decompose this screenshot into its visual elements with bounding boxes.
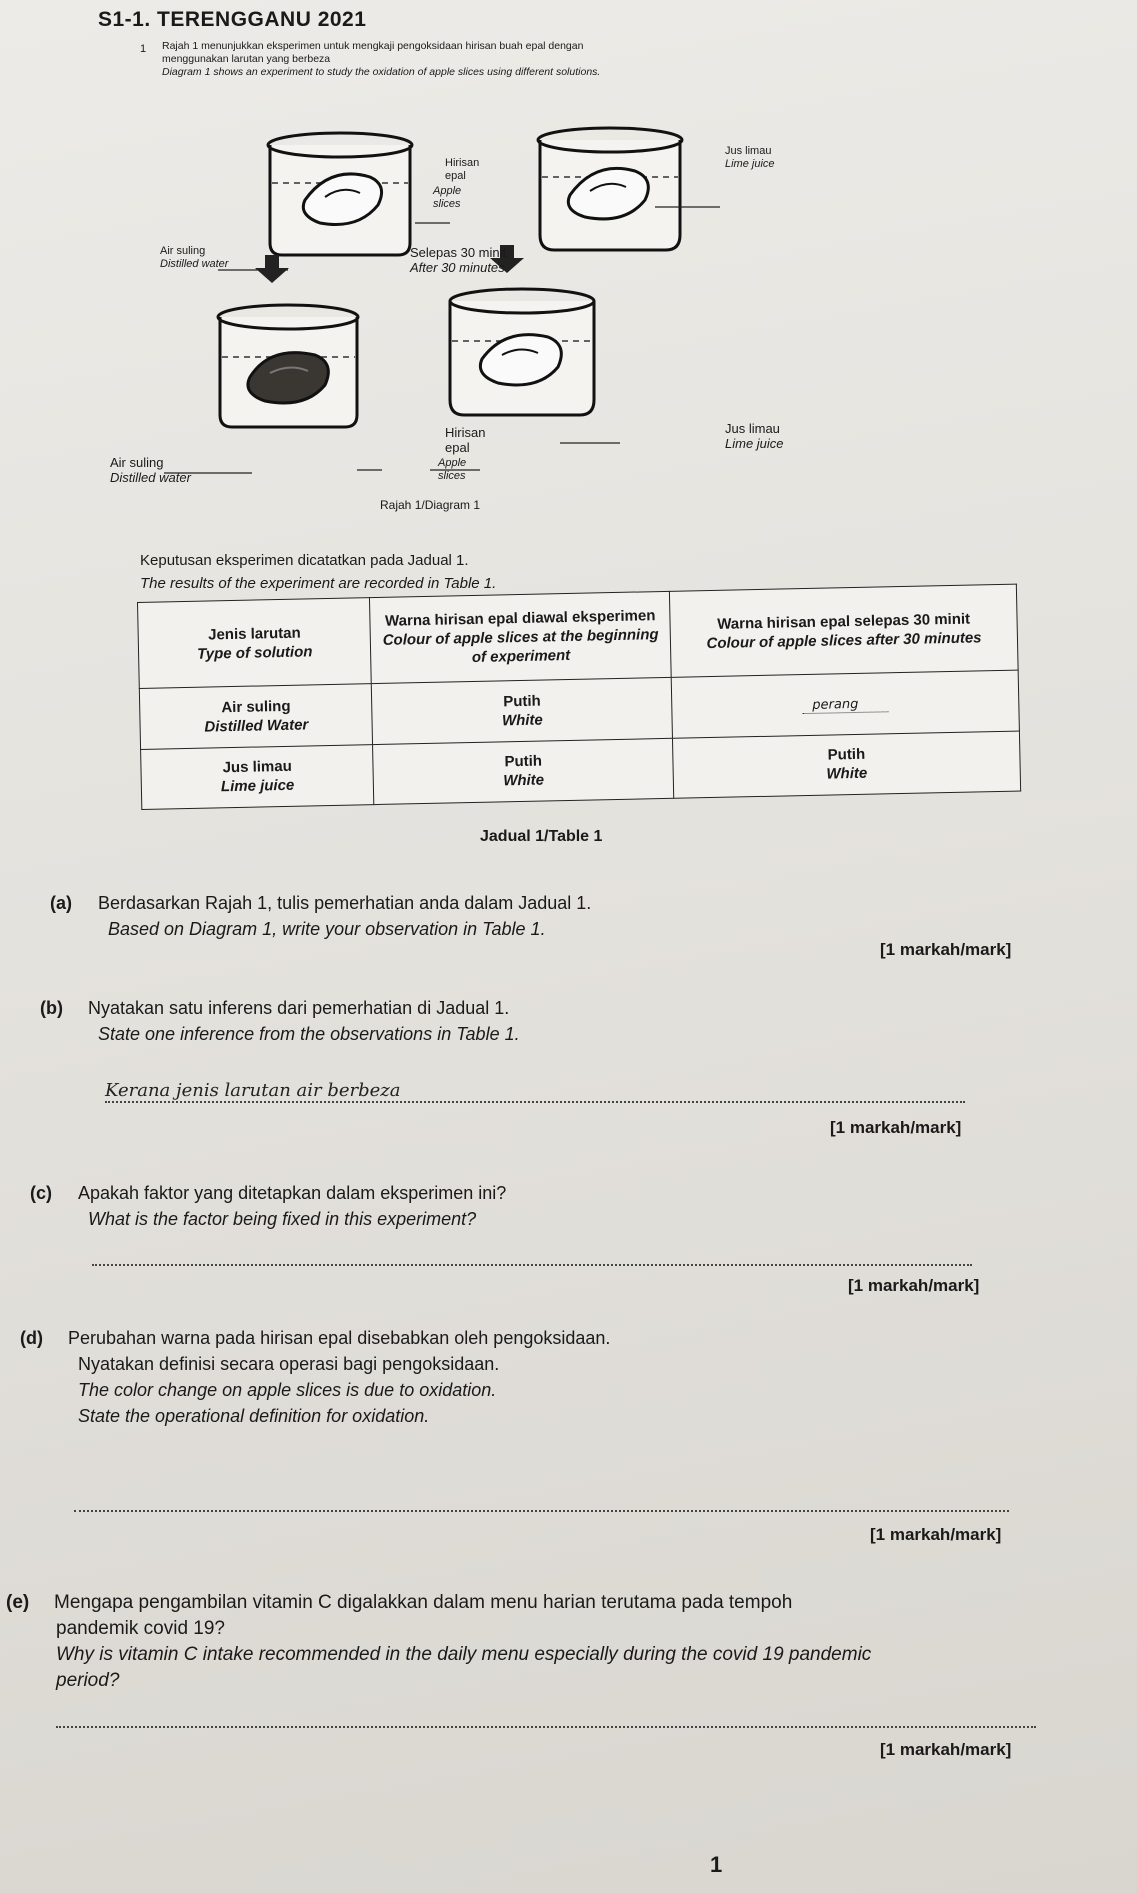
label-air-suling-top: Air suling Distilled water: [160, 245, 229, 270]
beaker-top-left: [268, 133, 412, 255]
label-jus-limau-bottom: Jus limau Lime juice: [725, 421, 784, 451]
header-after-colour: Warna hirisan epal selepas 30 minit Colour of apple slices after 30 minutes: [670, 584, 1019, 677]
mark-e: [1 markah/mark]: [880, 1740, 1012, 1759]
results-text-en: The results of the experiment are recorded in Table 1.: [140, 575, 497, 592]
cell-start-colour: Putih White: [373, 738, 674, 805]
label-jus-limau-top: Jus limau Lime juice: [725, 145, 775, 170]
header-start-colour: Warna hirisan epal diawal eksperimen Colour of apple slices at the beginning of experiment: [370, 591, 671, 683]
intro-en: Diagram 1 shows an experiment to study the oxidation of apple slices using different solutions.: [162, 66, 601, 78]
cell-start-colour: Putih White: [372, 677, 673, 744]
label-air-suling-bottom: Air suling Distilled water: [110, 455, 191, 485]
label-selepas: Selepas 30 minit After 30 minutes: [410, 245, 507, 275]
header-solution: Jenis larutan Type of solution: [138, 598, 372, 689]
label-hirisan-epal-bottom: Hirisan epal: [445, 425, 486, 455]
cell-solution: Jus limau Lime juice: [141, 744, 375, 809]
results-text-ms: Keputusan eksperimen dicatatkan pada Jadual 1.: [140, 552, 469, 569]
beaker-bottom-right: [450, 289, 594, 415]
answer-line-b[interactable]: [105, 1101, 965, 1103]
intro-ms-line1: Rajah 1 menunjukkan eksperimen untuk mengkaji pengoksidaan hirisan buah epal dengan: [162, 40, 584, 52]
question-e: (e) Mengapa pengambilan vitamin C digalakkan dalam menu harian terutama pada tempoh pandemik covid 19? Why is vitamin C intake recommended in the daily menu especially during the covid 19 pandemic period?: [6, 1592, 872, 1691]
experiment-diagram: [110, 105, 840, 525]
exam-header: S1-1. TERENGGANU 2021: [98, 8, 367, 31]
beaker-top-right: [538, 128, 682, 250]
cell-after-colour-answer[interactable]: [671, 670, 1019, 738]
cell-solution: Air suling Distilled Water: [139, 684, 373, 749]
beaker-bottom-left: [218, 305, 358, 427]
intro-ms-line2: menggunakan larutan yang berbeza: [162, 53, 331, 65]
answer-line-d[interactable]: [74, 1510, 1009, 1512]
mark-d: [1 markah/mark]: [870, 1525, 1002, 1544]
table-caption: Jadual 1/Table 1: [480, 828, 603, 845]
question-a: (a) Berdasarkan Rajah 1, tulis pemerhatian anda dalam Jadual 1. Based on Diagram 1, write your observation in Table 1.: [50, 893, 592, 939]
label-hirisan-epal-top: Hirisan epal: [445, 157, 480, 182]
label-apple-slices-bottom: Apple slices: [438, 457, 467, 482]
answer-b-handwritten: Kerana jenis larutan air berbeza: [105, 1080, 401, 1101]
arrow-left: [255, 255, 289, 283]
question-c: (c) Apakah faktor yang ditetapkan dalam eksperimen ini? What is the factor being fixed in this experiment?: [30, 1183, 507, 1229]
answer-line-e[interactable]: [56, 1726, 1036, 1728]
mark-c: [1 markah/mark]: [848, 1276, 980, 1295]
question-b: (b) Nyatakan satu inferens dari pemerhatian di Jadual 1. State one inference from the observations in Table 1.: [40, 998, 520, 1044]
diagram-caption: Rajah 1/Diagram 1: [380, 498, 481, 512]
question-intro: [162, 40, 1062, 79]
question-d: (d) Perubahan warna pada hirisan epal disebabkan oleh pengoksidaan. Nyatakan definisi secara operasi bagi pengoksidaan. The color change on apple slices is due to oxidation. State the operational definition for oxidation.: [20, 1328, 611, 1426]
mark-a: [1 markah/mark]: [880, 940, 1012, 959]
handwritten-answer: perang: [802, 696, 888, 714]
label-apple-slices-top: Apple slices: [433, 185, 462, 210]
cell-after-colour: Putih White: [673, 731, 1021, 799]
question-number: 1: [140, 43, 147, 55]
mark-b: [1 markah/mark]: [830, 1118, 962, 1137]
page-number: 1: [710, 1852, 723, 1877]
answer-line-c[interactable]: [92, 1264, 972, 1266]
results-table: [137, 584, 1021, 810]
